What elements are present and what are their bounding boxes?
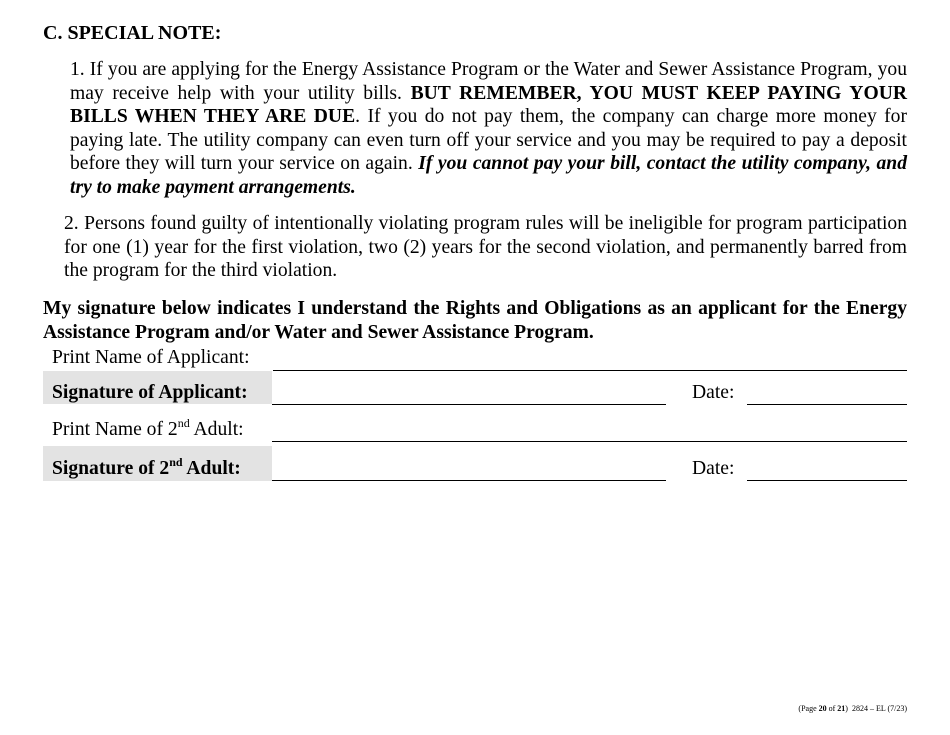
date-applicant-field[interactable] (747, 404, 907, 405)
signature-acknowledgement: My signature below indicates I understand the Rights and Obligations as an applicant for the Energy Assistance Program and/or Water and Sewer Assistance Program. (43, 298, 907, 343)
item-1-text-a: If you are applying for the Energy Assistance Program or the Water and Sewer Assistance Program, you may receive help with your utility bills. (70, 59, 907, 104)
signature-2nd-adult-field[interactable] (272, 480, 666, 481)
signature-2nd-prefix: Signature of 2 (52, 458, 170, 479)
footer-page-prefix: (Page (798, 704, 819, 713)
page-footer (798, 704, 907, 714)
item-2-text: Persons found guilty of intentionally violating program rules will be ineligible for program participation for one (1) year for the first violation, two (2) years for the second violation, and permanently barred from the program for the third violation. (64, 213, 907, 281)
item-1-text-b: . If you do not pay them, the company can charge more money for paying late. The utility company can even turn off your service and you may be required to pay a deposit before they will turn your service on again. (70, 106, 907, 174)
signature-2nd-suffix: Adult: (182, 458, 241, 479)
print-name-2nd-sup: nd (177, 416, 190, 430)
item-1-bold-warning: BUT REMEMBER, YOU MUST KEEP PAYING YOUR BILLS WHEN THEY ARE DUE (70, 82, 907, 127)
footer-form-code: 2824 – EL (7/23) (851, 704, 907, 713)
date-label-applicant: Date: (692, 382, 735, 403)
footer-page-current: 20 (818, 704, 827, 713)
footer-page-suffix: ) (845, 704, 848, 713)
signature-applicant-label: Signature of Applicant: (52, 382, 248, 403)
signature-2nd-adult-label (52, 457, 241, 481)
print-name-2nd-adult-label (52, 418, 244, 442)
note-item-1 (70, 58, 907, 199)
print-name-2nd-suffix: Adult: (189, 419, 244, 440)
print-name-applicant-field[interactable] (273, 370, 907, 371)
special-note-heading: C. SPECIAL NOTE: (43, 22, 222, 44)
date-2nd-adult-field[interactable] (747, 480, 907, 481)
note-item-2 (64, 212, 907, 283)
item-1-bold-italic-advice: If you cannot pay your bill, contact the utility company, and try to make payment arrangements. (70, 153, 907, 198)
item-2-number: 2. (64, 213, 79, 234)
print-name-2nd-prefix: Print Name of 2 (52, 419, 178, 440)
item-1-number: 1. (70, 59, 85, 80)
footer-page-total: 21 (837, 704, 846, 713)
signature-2nd-sup: nd (169, 455, 183, 469)
signature-applicant-field[interactable] (272, 404, 666, 405)
print-name-applicant-label: Print Name of Applicant: (52, 347, 250, 368)
footer-page-of: of (826, 704, 838, 713)
date-label-2nd-adult: Date: (692, 458, 735, 479)
print-name-2nd-adult-field[interactable] (272, 441, 907, 442)
